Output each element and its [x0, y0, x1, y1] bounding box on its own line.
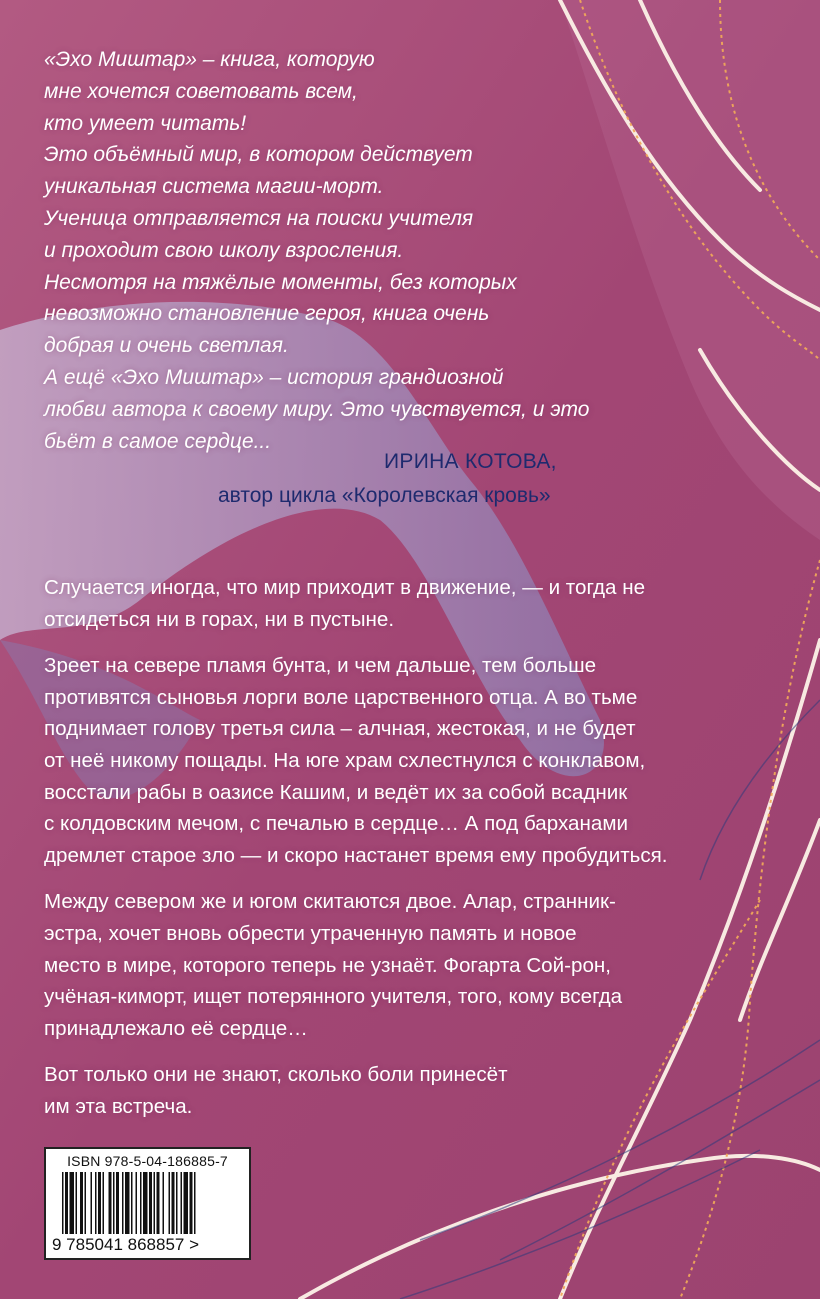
- barcode-bar: [149, 1172, 152, 1234]
- barcode-bar: [176, 1172, 178, 1234]
- isbn-label: ISBN 978-5-04-186885-7: [67, 1153, 228, 1169]
- description-line: восстали рабы в оазисе Кашим, и ведёт их за собой всадник: [44, 780, 628, 804]
- description-paragraph: [44, 572, 784, 635]
- barcode-bar: [80, 1172, 83, 1234]
- description-line: им эта встреча.: [44, 1094, 193, 1118]
- description-line: учёная-киморт, ищет потерянного учителя, того, кому всегда: [44, 985, 623, 1009]
- barcode-bar: [85, 1172, 87, 1234]
- barcode-digits: 9 785041 868857 >: [52, 1235, 200, 1254]
- barcode-bar: [116, 1172, 119, 1234]
- barcode-bars: [62, 1172, 238, 1234]
- description-line: эстра, хочет вновь обрести утраченную память и новое: [44, 921, 577, 945]
- barcode-bar: [136, 1172, 138, 1234]
- barcode-bar: [98, 1172, 101, 1234]
- quote-line: бьёт в самое сердце...: [44, 429, 272, 453]
- quote-line: Несмотря на тяжёлые моменты, без которых: [44, 270, 517, 294]
- description-line: Между севером же и югом скитаются двое. Алар, странник-: [44, 890, 616, 914]
- endorser-name: ИРИНА КОТОВА,: [384, 450, 557, 473]
- quote-line: «Эхо Миштар» – книга, которую: [44, 48, 375, 71]
- barcode-bar: [194, 1172, 196, 1234]
- barcode-bar: [109, 1172, 112, 1234]
- description-line: Вот только они не знают, сколько боли принесёт: [44, 1063, 508, 1087]
- barcode-bar: [143, 1172, 148, 1234]
- barcode-bar: [65, 1172, 68, 1234]
- barcode-bar: [122, 1172, 124, 1234]
- barcode-bar: [131, 1172, 133, 1234]
- description-paragraph: [44, 1059, 784, 1122]
- barcode-bar: [163, 1172, 165, 1234]
- barcode-bar: [169, 1172, 171, 1234]
- barcode-bar: [95, 1172, 97, 1234]
- barcode-bar: [62, 1172, 64, 1234]
- barcode-bar: [91, 1172, 93, 1234]
- description-paragraph: [44, 886, 784, 1044]
- barcode-bar: [140, 1172, 142, 1234]
- description-line: отсидеться ни в горах, ни в пустыне.: [44, 607, 395, 631]
- description-line: Зреет на севере пламя бунта, и чем дальше, тем больше: [44, 654, 597, 678]
- description-paragraph: [44, 650, 784, 871]
- description-line: поднимает голову третья сила – алчная, жестокая, и не будет: [44, 717, 636, 741]
- quote-line: мне хочется советовать всем,: [44, 79, 358, 103]
- barcode-bar: [157, 1172, 160, 1234]
- quote-line: и проходит свою школу взросления.: [44, 238, 404, 262]
- quote-line: Ученица отправляется на поиски учителя: [44, 206, 474, 230]
- quote-line: уникальная система магии-морт.: [44, 175, 384, 199]
- description-line: Случается иногда, что мир приходит в движение, — и тогда не: [44, 576, 646, 599]
- description-line: противятся сыновья лорги воле царственного отца. А во тьме: [44, 685, 638, 709]
- endorsement-quote: [44, 44, 604, 457]
- description-line: принадлежало её сердце…: [44, 1016, 308, 1040]
- quote-line: Это объёмный мир, в котором действует: [44, 143, 473, 167]
- quote-line: А ещё «Эхо Миштар» – история грандиозной: [44, 365, 504, 389]
- barcode-bar: [154, 1172, 156, 1234]
- isbn-barcode: [44, 1147, 251, 1260]
- barcode-bar: [172, 1172, 175, 1234]
- barcode-bar: [103, 1172, 105, 1234]
- barcode-bar: [113, 1172, 115, 1234]
- quote-line: невозможно становление героя, книга очень: [44, 302, 490, 326]
- barcode-bar: [181, 1172, 183, 1234]
- quote-line: кто умеет читать!: [44, 111, 247, 135]
- description-line: от неё никому пощады. На юге храм схлестнулся с конклавом,: [44, 748, 646, 772]
- quote-line: любви автора к своему миру. Это чувствуется, и это: [44, 397, 590, 421]
- barcode-bar: [70, 1172, 75, 1234]
- barcode-bar: [125, 1172, 130, 1234]
- quote-line: добрая и очень светлая.: [44, 334, 289, 358]
- book-description: [44, 572, 784, 1138]
- description-line: место в мире, которого теперь не узнаёт. Фогарта Сой-рон,: [44, 953, 612, 977]
- barcode-bar: [76, 1172, 78, 1234]
- barcode-bar: [184, 1172, 189, 1234]
- barcode-bar: [190, 1172, 193, 1234]
- description-line: дремлет старое зло — и скоро настанет время ему пробудиться.: [44, 843, 668, 867]
- endorser-credit: автор цикла «Королевская кровь»: [218, 484, 551, 507]
- description-line: с колдовским мечом, с печалью в сердце… А под барханами: [44, 812, 628, 836]
